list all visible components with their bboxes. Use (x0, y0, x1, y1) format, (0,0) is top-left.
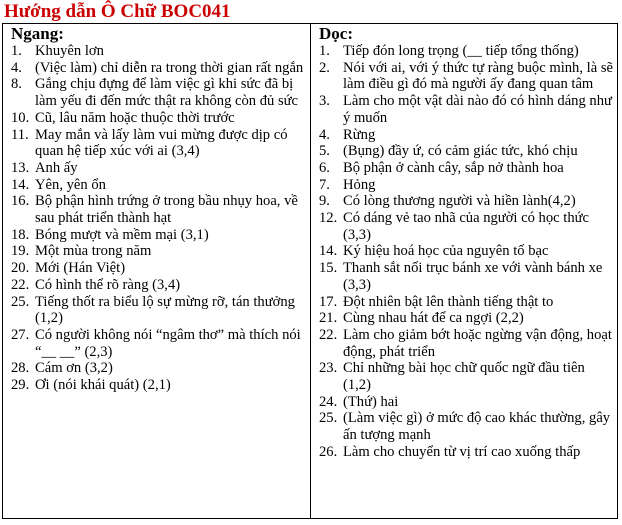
down-clue (319, 260, 613, 293)
down-heading: Dọc: (319, 24, 353, 43)
clue-number: 6. (319, 159, 330, 176)
clue-number: 25. (11, 293, 30, 310)
down-clue (319, 210, 613, 243)
across-clue (11, 360, 306, 377)
clue-number: 15. (319, 260, 338, 277)
down-clue (319, 243, 613, 260)
clue-text: Bóng mượt và mềm mại (3,1) (35, 226, 209, 243)
down-clue (319, 177, 613, 194)
across-clue (11, 277, 306, 294)
down-clue (319, 143, 613, 160)
down-clue (319, 360, 613, 393)
clue-text: Làm cho một vật dài nào đó có hình dáng như ý muốn (343, 93, 612, 126)
clue-text: Nói với ai, với ý thức tự ràng buộc mình, là sẽ làm điều gì đó mà người ấy đang quan tâm (343, 59, 613, 93)
clue-text: Rừng (343, 126, 376, 143)
across-clue (11, 160, 306, 177)
clue-number: 13. (11, 159, 30, 176)
across-heading: Ngang: (11, 24, 64, 43)
across-clue-list (11, 43, 306, 394)
clue-number: 14. (319, 243, 338, 260)
down-clue (319, 93, 613, 126)
clue-text: Ơi (nói khái quát) (2,1) (35, 377, 171, 394)
clue-number: 1. (11, 43, 22, 59)
clue-number: 21. (319, 310, 338, 327)
clue-text: Tiếng thốt ra biểu lộ sự mừng rỡ, tán thưởng (1,2) (35, 293, 295, 327)
clue-text: Tiếp đón long trọng (__ tiếp tổng thống) (343, 43, 579, 59)
clue-number: 11. (11, 126, 29, 143)
down-clue (319, 127, 613, 144)
across-clue (11, 243, 306, 260)
clue-number: 10. (11, 109, 30, 126)
clue-text: Mới (Hán Việt) (35, 260, 126, 277)
down-clue-list (319, 43, 613, 461)
across-clue (11, 110, 306, 127)
clue-number: 14. (11, 176, 30, 193)
down-clue (319, 43, 613, 60)
clue-text: Có người không nói “ngâm thơ” mà thích nói “__ __” (2,3) (35, 326, 301, 360)
down-clue (319, 310, 613, 327)
clue-text: (Làm việc gì) ở mức độ cao khác thường, gây ấn tượng mạnh (343, 410, 611, 444)
across-clue (11, 377, 306, 394)
down-clue (319, 60, 613, 93)
clue-number: 28. (11, 360, 30, 377)
clue-text: Cùng nhau hát để ca ngợi (2,2) (343, 310, 524, 327)
clue-number: 5. (319, 143, 330, 160)
clue-text: Bộ phận hình trứng ở trong bầu nhụy hoa, về sau phát triển thành hạt (35, 193, 298, 227)
clue-text: Làm cho giảm bớt hoặc ngừng vận động, hoạt động, phát triển (343, 326, 612, 360)
across-clue (11, 177, 306, 194)
clue-number: 24. (319, 393, 338, 410)
clue-text: Một mùa trong năm (35, 243, 152, 260)
clue-text: (Việc làm) chỉ diễn ra trong thời gian rất ngắn (35, 59, 304, 76)
across-clue (11, 127, 306, 160)
clue-text: Đột nhiên bật lên thành tiếng thật to (343, 293, 554, 310)
clue-number: 19. (11, 243, 30, 260)
down-clue (319, 410, 613, 443)
clue-text: Chỉ những bài học chữ quốc ngữ đầu tiên (1,2) (343, 360, 585, 394)
clue-number: 29. (11, 377, 30, 394)
across-clue (11, 260, 306, 277)
clue-number: 27. (11, 326, 30, 343)
clue-text: Ký hiệu hoá học của nguyên tố bạc (343, 243, 549, 260)
clue-text: May mắn và lấy làm vui mừng được dịp có quan hệ tiếp xúc với ai (3,4) (35, 126, 288, 160)
down-clue (319, 394, 613, 411)
down-clue (319, 294, 613, 311)
clue-text: Có lòng thương người và hiền lành(4,2) (343, 193, 576, 210)
clue-text: Làm cho chuyển từ vị trí cao xuống thấp (343, 443, 581, 460)
clues-table (2, 23, 618, 519)
clue-text: Cám ơn (3,2) (35, 360, 113, 377)
down-clue (319, 444, 613, 461)
clue-number: 3. (319, 93, 330, 110)
across-clue (11, 227, 306, 244)
clue-number: 26. (319, 443, 338, 460)
clue-number: 18. (11, 226, 30, 243)
clue-text: Hỏng (343, 176, 376, 193)
clue-text: (Bụng) đầy ứ, có cảm giác tức, khó chịu (343, 143, 578, 160)
clue-text: Anh ấy (35, 159, 78, 176)
across-clue (11, 43, 306, 60)
clue-number: 8. (11, 76, 22, 93)
clue-text: Thanh sắt nối trục bánh xe với vành bánh xe (3,3) (343, 260, 603, 293)
across-column (3, 24, 311, 518)
down-column (311, 24, 617, 518)
clue-number: 1. (319, 43, 330, 59)
down-clue (319, 160, 613, 177)
across-clue (11, 76, 306, 109)
clue-number: 22. (11, 276, 30, 293)
down-clue (319, 327, 613, 360)
clue-text: Có hình thể rõ ràng (3,4) (35, 276, 181, 293)
clue-number: 25. (319, 410, 338, 427)
across-clue (11, 294, 306, 327)
clue-number: 4. (11, 59, 22, 76)
clue-number: 23. (319, 360, 338, 377)
clue-text: Cũ, lâu năm hoặc thuộc thời trước (35, 109, 235, 126)
clue-text: Gắng chịu đựng để làm việc gì khi sức đã bị làm yếu đi đến mức thật ra không còn đủ sức (35, 76, 299, 110)
across-clue (11, 193, 306, 226)
clue-number: 17. (319, 293, 338, 310)
clue-text: Bộ phận ở cành cây, sắp nở thành hoa (343, 159, 564, 176)
clue-number: 2. (319, 59, 330, 76)
clue-number: 4. (319, 126, 330, 143)
clue-text: Yên, yên ổn (35, 176, 106, 193)
clue-text: Khuyên lơn (35, 43, 104, 59)
clue-number: 12. (319, 210, 338, 227)
clue-text: (Thứ) hai (343, 393, 399, 410)
clue-number: 7. (319, 176, 330, 193)
down-clue (319, 193, 613, 210)
clue-number: 9. (319, 193, 330, 210)
clue-number: 16. (11, 193, 30, 210)
across-clue (11, 327, 306, 360)
page-title: Hướng dẫn Ô Chữ BOC041 (4, 1, 231, 22)
clue-number: 20. (11, 260, 30, 277)
clue-text: Có dáng vẻ tao nhã của người có học thức (3,3) (343, 210, 590, 243)
clue-number: 22. (319, 326, 338, 343)
across-clue (11, 60, 306, 77)
